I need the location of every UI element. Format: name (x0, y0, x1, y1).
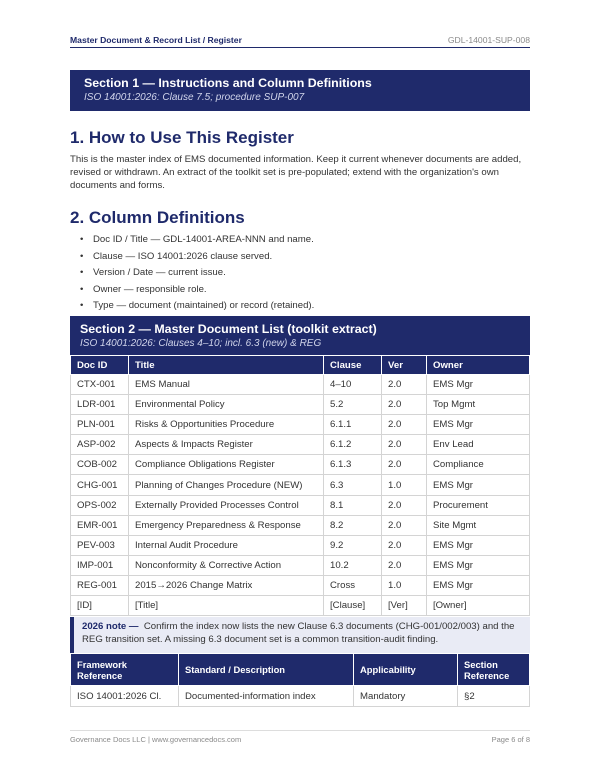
column-header: Framework Reference (71, 654, 179, 686)
framework-reference-table (70, 653, 530, 707)
table-row (71, 515, 530, 535)
table-row (71, 495, 530, 515)
table-row (71, 555, 530, 575)
doc-title-cell: EMS Manual (129, 375, 324, 395)
doc-title-cell: [Title] (129, 596, 324, 616)
doc-id-cell: PLN-001 (71, 415, 129, 435)
doc-title-cell: Planning of Changes Procedure (NEW) (129, 475, 324, 495)
doc-id-cell: IMP-001 (71, 555, 129, 575)
owner-cell: EMS Mgr (427, 415, 530, 435)
owner-cell: EMS Mgr (427, 535, 530, 555)
clause-cell: 10.2 (324, 555, 382, 575)
doc-title-cell: Externally Provided Processes Control (129, 495, 324, 515)
clause-cell: 8.2 (324, 515, 382, 535)
bullet-icon: • (80, 250, 84, 262)
doc-id-cell: CHG-001 (71, 475, 129, 495)
bullet-icon: • (80, 300, 84, 311)
doc-title-cell: Aspects & Impacts Register (129, 435, 324, 455)
applicability-cell: Mandatory (354, 686, 458, 707)
column-header: Clause (324, 356, 382, 375)
table-row (71, 686, 530, 707)
version-cell: 1.0 (382, 475, 427, 495)
owner-cell: EMS Mgr (427, 375, 530, 395)
clause-cell: 9.2 (324, 535, 382, 555)
doc-id-cell: CTX-001 (71, 375, 129, 395)
bullet-icon: • (80, 283, 84, 295)
section2-subtitle: ISO 14001:2026: Clauses 4–10; incl. 6.3 (new) & REG (80, 338, 322, 349)
doc-title-cell: Emergency Preparedness & Response (129, 515, 324, 535)
how-to-paragraph: This is the master index of EMS documented information. Keep it current whenever documents are added, revised or withdrawn. An extract of the toolkit set is pre-populated; extend with the organization's own documents and forms. (70, 154, 522, 191)
doc-title-cell: Nonconformity & Corrective Action (129, 555, 324, 575)
clause-cell: Cross (324, 575, 382, 595)
owner-cell: EMS Mgr (427, 555, 530, 575)
doc-id-cell: ASP-002 (71, 435, 129, 455)
doc-id-cell: COB-002 (71, 455, 129, 475)
table-row (71, 415, 530, 435)
clause-cell: 4–10 (324, 375, 382, 395)
doc-title-cell: 2015→2026 Change Matrix (129, 575, 324, 595)
clause-cell: 6.1.1 (324, 415, 382, 435)
doc-id-cell: REG-001 (71, 575, 129, 595)
version-cell: 2.0 (382, 535, 427, 555)
owner-cell: EMS Mgr (427, 575, 530, 595)
column-header: Owner (427, 356, 530, 375)
clause-cell: 6.3 (324, 475, 382, 495)
clause-cell: 8.1 (324, 495, 382, 515)
column-header: Ver (382, 356, 427, 375)
list-item-text: Clause — ISO 14001:2026 clause served. (93, 250, 273, 262)
footer-company: Governance Docs LLC | www.governancedocs.com (70, 735, 242, 744)
version-cell: 2.0 (382, 435, 427, 455)
version-cell: [Ver] (382, 596, 427, 616)
version-cell: 1.0 (382, 575, 427, 595)
column-definitions-heading: 2. Column Definitions (70, 208, 245, 227)
clause-cell: [Clause] (324, 596, 382, 616)
column-header: Title (129, 356, 324, 375)
footer-page-number: Page 6 of 8 (491, 735, 530, 744)
version-cell: 2.0 (382, 515, 427, 535)
list-item-text: Owner — responsible role. (93, 283, 207, 295)
doc-title-cell: Risks & Opportunities Procedure (129, 415, 324, 435)
page-header (70, 34, 530, 48)
section2-title: Section 2 — Master Document List (toolkit extract) (80, 322, 377, 336)
section2-banner (70, 316, 530, 355)
table-row (71, 395, 530, 415)
table-row (71, 596, 530, 616)
master-document-table (70, 355, 530, 616)
table-row (71, 375, 530, 395)
version-cell: 2.0 (382, 555, 427, 575)
note-label: 2026 note — (82, 621, 139, 632)
list-item (80, 284, 314, 301)
doc-id-cell: PEV-003 (71, 535, 129, 555)
doc-title-cell: Internal Audit Procedure (129, 535, 324, 555)
list-item (80, 234, 314, 251)
table-row (71, 535, 530, 555)
doc-title-cell: Compliance Obligations Register (129, 455, 324, 475)
table-row (71, 575, 530, 595)
section1-title: Section 1 — Instructions and Column Definitions (84, 76, 372, 90)
table-header-row (71, 356, 530, 375)
table-header-row (71, 654, 530, 686)
version-cell: 2.0 (382, 395, 427, 415)
framework-cell: ISO 14001:2026 Cl. (71, 686, 179, 707)
bullet-icon: • (80, 234, 84, 245)
bullet-icon: • (80, 267, 84, 278)
version-cell: 2.0 (382, 415, 427, 435)
list-item-text: Type — document (maintained) or record (retained). (93, 300, 315, 311)
note-text: Confirm the index now lists the new Clause 6.3 documents (CHG-001/002/003) and the REG transition set. A missing 6.3 document set is a common transition-audit finding. (82, 621, 515, 645)
doc-id-cell: EMR-001 (71, 515, 129, 535)
column-definitions-list (80, 234, 314, 317)
clause-cell: 5.2 (324, 395, 382, 415)
header-title: Master Document & Record List / Register (70, 35, 242, 45)
header-doc-code: GDL-14001-SUP-008 (447, 35, 530, 45)
list-item (80, 267, 314, 284)
list-item-text: Version / Date — current issue. (93, 267, 226, 278)
column-header: Doc ID (71, 356, 129, 375)
version-cell: 2.0 (382, 375, 427, 395)
version-cell: 2.0 (382, 495, 427, 515)
list-item (80, 251, 314, 268)
table-row (71, 455, 530, 475)
page-footer (70, 730, 530, 744)
column-header: Section Reference (458, 654, 530, 686)
doc-id-cell: LDR-001 (71, 395, 129, 415)
column-header: Applicability (354, 654, 458, 686)
section1-subtitle: ISO 14001:2026: Clause 7.5; procedure SUP-007 (84, 92, 305, 103)
transition-note (70, 617, 530, 653)
section1-banner (70, 70, 530, 111)
owner-cell: [Owner] (427, 596, 530, 616)
clause-cell: 6.1.3 (324, 455, 382, 475)
doc-id-cell: [ID] (71, 596, 129, 616)
doc-id-cell: OPS-002 (71, 495, 129, 515)
table-row (71, 435, 530, 455)
column-header: Standard / Description (179, 654, 354, 686)
owner-cell: EMS Mgr (427, 475, 530, 495)
owner-cell: Compliance (427, 455, 530, 475)
owner-cell: Top Mgmt (427, 395, 530, 415)
owner-cell: Env Lead (427, 435, 530, 455)
owner-cell: Site Mgmt (427, 515, 530, 535)
how-to-heading: 1. How to Use This Register (70, 128, 294, 147)
version-cell: 2.0 (382, 455, 427, 475)
description-cell: Documented-information index (179, 686, 354, 707)
list-item-text: Doc ID / Title — GDL-14001-AREA-NNN and name. (93, 234, 314, 245)
clause-cell: 6.1.2 (324, 435, 382, 455)
list-item (80, 300, 314, 317)
owner-cell: Procurement (427, 495, 530, 515)
section-reference-cell: §2 (458, 686, 530, 707)
table-row (71, 475, 530, 495)
doc-title-cell: Environmental Policy (129, 395, 324, 415)
